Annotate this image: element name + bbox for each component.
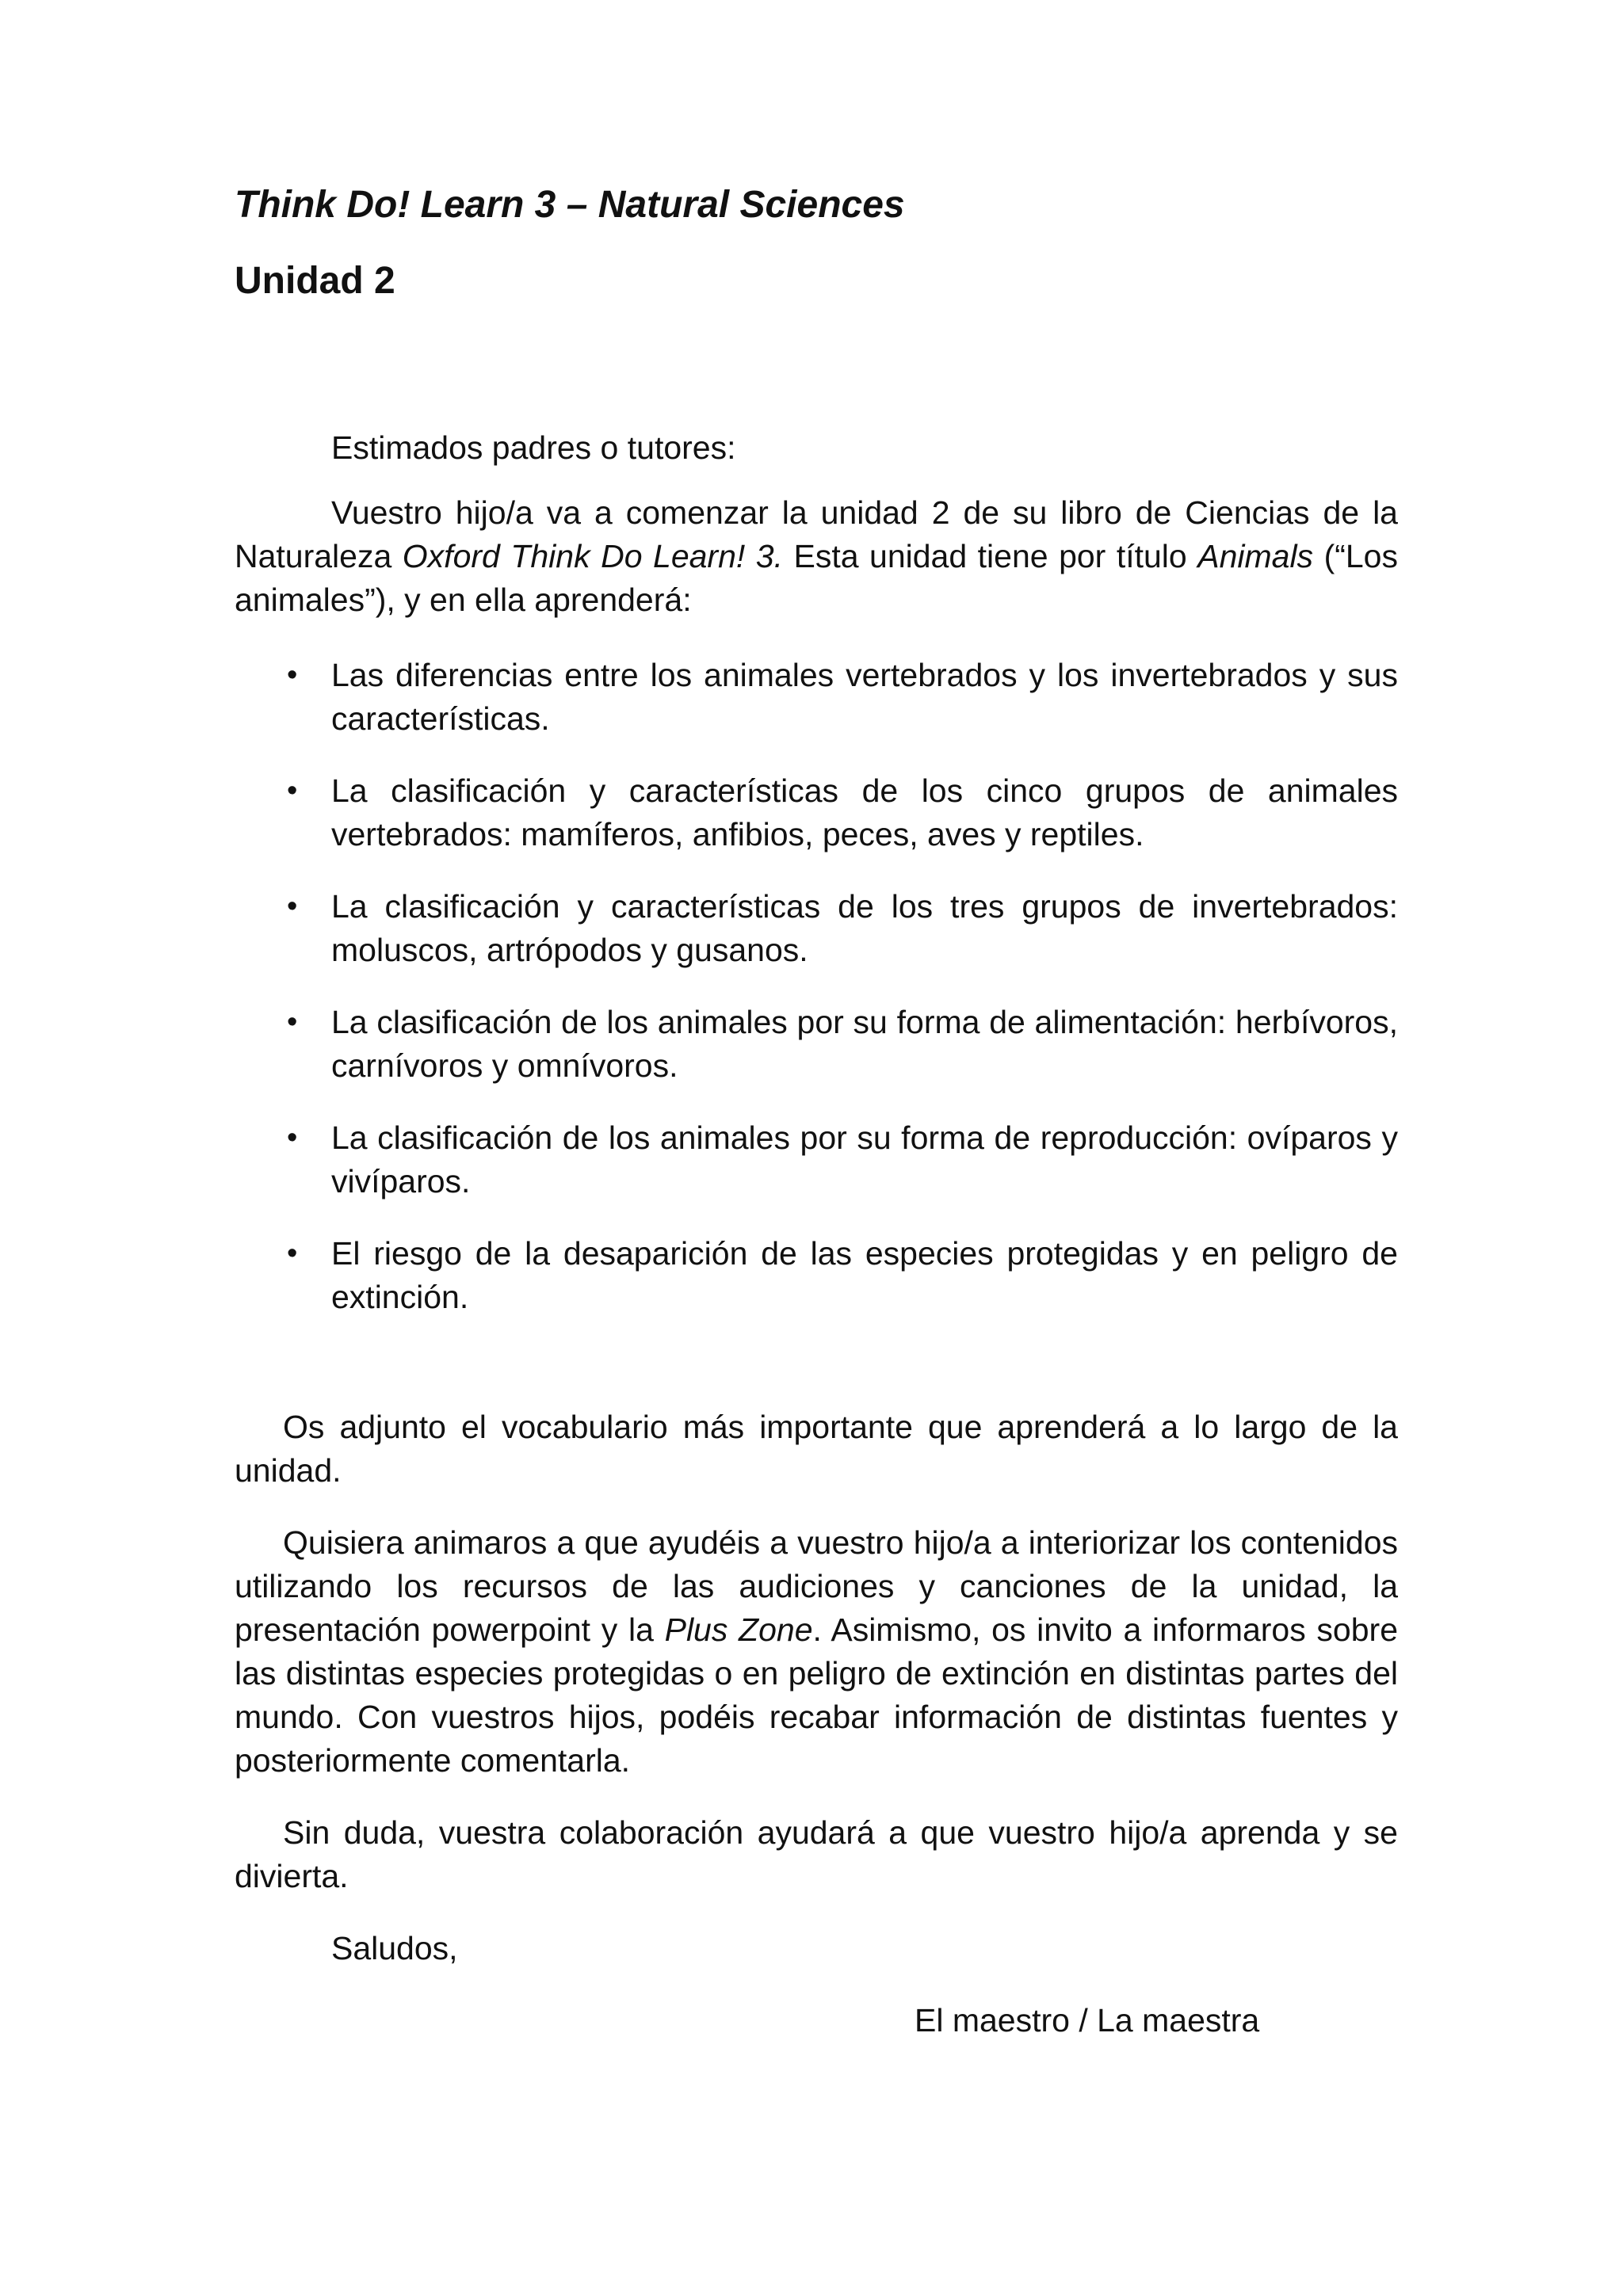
resources-text-2: . Asimismo, os invito a informaros sobre las distintas especies protegidas o en peligro de extinción en distintas partes del mundo. Con vuestros hijos, podéis recabar información de distintas fuentes y posteriormente comentarla.	[235, 1611, 1398, 1779]
unit-name: Animals	[1197, 538, 1314, 575]
topic-item: • El riesgo de la desaparición de las especies protegidas y en peligro de extinción.	[235, 1232, 1398, 1319]
unit-heading: Unidad 2	[235, 259, 395, 302]
closing: Saludos,	[331, 1930, 458, 1967]
intro-paragraph	[235, 491, 1398, 622]
topic-item: • La clasificación y características de los cinco grupos de animales vertebrados: mamíferos, anfibios, peces, aves y reptiles.	[235, 769, 1398, 856]
topic-item: • La clasificación de los animales por su forma de alimentación: herbívoros, carnívoros y omnívoros.	[235, 1001, 1398, 1088]
book-title: Oxford Think Do Learn! 3.	[402, 538, 783, 575]
topic-item: • La clasificación de los animales por su forma de reproducción: ovíparos y vivíparos.	[235, 1116, 1398, 1203]
topic-item: • Las diferencias entre los animales vertebrados y los invertebrados y sus características.	[235, 654, 1398, 741]
intro-text-2: Esta unidad tiene por título	[782, 538, 1198, 575]
signature: El maestro / La maestra	[915, 2002, 1260, 2039]
intro-text-3: (“Los animales”), y en ella aprenderá:	[235, 538, 1398, 619]
topic-item: • La clasificación y características de los tres grupos de invertebrados: moluscos, artrópodos y gusanos.	[235, 885, 1398, 972]
topics-list	[235, 654, 1398, 1319]
document-title: Think Do! Learn 3 – Natural Sciences	[235, 184, 905, 226]
letter-content	[235, 182, 1398, 2042]
collaboration-paragraph: Sin duda, vuestra colaboración ayudará a que vuestro hijo/a aprenda y se divierta.	[235, 1814, 1398, 1895]
resources-text-1: Quisiera animaros a que ayudéis a vuestro hijo/a a interiorizar los contenidos utilizando los recursos de las audiciones y canciones de la unidad, la presentación powerpoint y la	[235, 1524, 1398, 1649]
intro-text-1: Vuestro hijo/a va a comenzar la unidad 2 de su libro de Ciencias de la Naturaleza	[235, 494, 1398, 575]
resources-paragraph	[235, 1521, 1398, 1783]
plus-zone: Plus Zone	[664, 1611, 813, 1649]
vocabulary-paragraph: Os adjunto el vocabulario más importante que aprenderá a lo largo de la unidad.	[235, 1409, 1398, 1489]
greeting: Estimados padres o tutores:	[331, 429, 736, 467]
